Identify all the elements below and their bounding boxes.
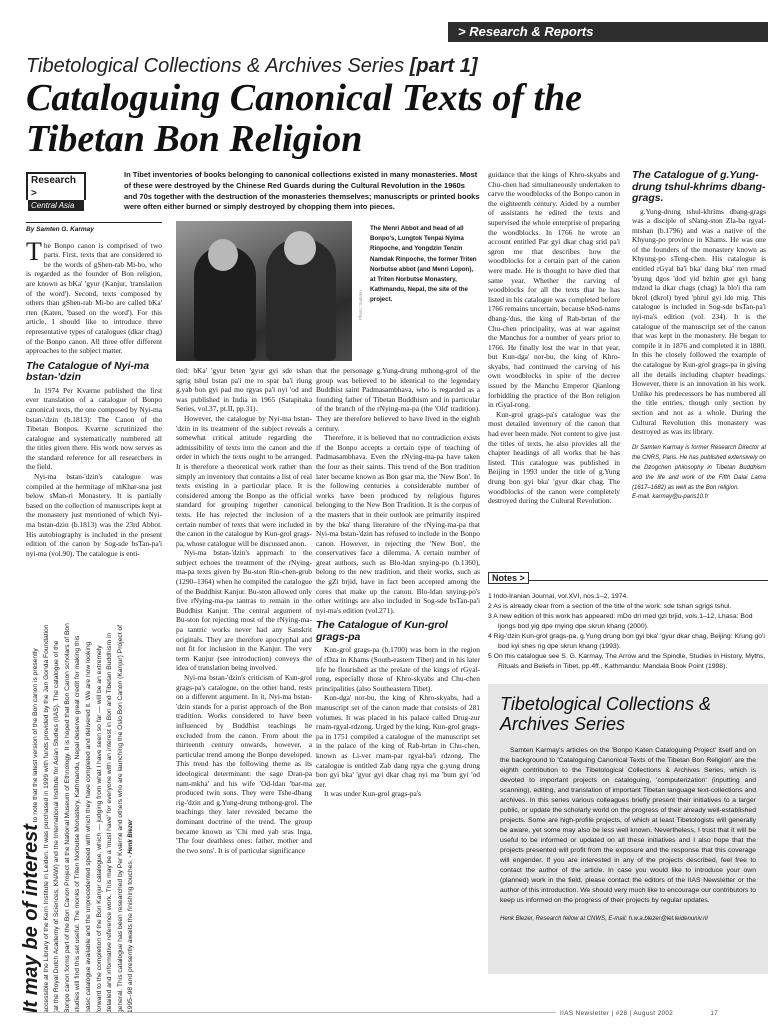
paragraph: Nyi-ma bstan-'dzin's criticism of Kun-grol grags-pa's catalogue, on the other hand, rests on a different argument. In it, Nyi-ma bstan-'dzin stands for a purist approach of the Bon tradition. Works considered to have been influenced by Buddhist teachings he excluded from the canon. From about the thirteenth century onwards, however, a particular trend among the Bonpo developed. This trend has the following theme as its ideological determinant: the sage Dran-pa nam-mkha' and his wife 'Od-ldan 'bar-ma produced twin sons. They were Tshe-dbang rig-'dzin and g.Yung-drung mthong-grol. The teachings they later revealed became the dominant doctrine of the trend. The group became known as 'Chi med yab sras lnga, 'The four deathless ones: father, mother and the two sons'. It is of particular significance — [176, 673, 312, 855]
paragraph: g.Yung-drung tshul-khrims dbang-grags was a disciple of sNang-ston Zla-ba rgyal-mtshan (b.1796) and was a native of the Khyung-po province in Khams. He was one of the founders of the monastery known as Khyung-po sTeng-chen. His catalogue is entitled rGyal ba'i bka' dang bka' rten rmad 'byung dgos 'dod yid bzhin gter gyi bang mdzod la dkar chags (chag) la blo'i tha ram bkrol (dkrol) byed 'phrul gyi lde mig. This catalogue is included in Sog-sde bsTan-pa'i nyi-ma's edition (vol. 234). It is the catalogue of the manuscript set of the canon that was kept in the monastery. He began to compile it in 1876 and completed it in 1880. In this he closely followed the example of the catalogue by Kun-grol grags-pa in giving all the details including chapter headings. However, there is an innovation in his work. Unlike his predecessors he has numbered all the title entries, though only section by section and not as a whole. During the Cultural Revolution this monastery was destroyed as was its library. — [632, 206, 766, 437]
notes-label: Notes > — [488, 572, 529, 584]
photo-figure — [284, 231, 316, 265]
photo-credit: Photo: Samten — [358, 290, 363, 320]
research-badge-bottom: Central Asia — [28, 200, 84, 211]
heading-nyima-catalogue: The Catalogue of Nyi-ma bstan-'dzin — [26, 359, 150, 384]
research-badge — [26, 172, 86, 210]
photo-caption: The Menri Abbot and head of all Bonpo's, Lungtok Tenpai Nyima Rinpoche, and Yongdzin Tenzin Namdak Rinpoche, the former Triten Norbutse abbot (and Menri Lopon), at Triten Norbutse Monastery, Kathmandu, Nepal, the site of the project. — [370, 225, 477, 304]
dropcap: T — [26, 236, 42, 266]
note-item: 5 On this catalogue see S. G. Karmay, The Arrow and the Spindle, Studies in History, Myths, Rituals and Beliefs in Tibet, pp.4ff., Kathmandu: Mandala Book Point (1998). — [488, 653, 766, 670]
note-item: 3 A new edition of this work has appeared: mDo dri med gzi brjid, vols.1–12, Lhasa: Bod ljongs bod yig dpe rnying dpe skrun khang (2000). — [488, 613, 753, 630]
note-item: 4 Rig-'dzin Kun-grol grags-pa, g.Yung drung bon gyi bka' 'gyur dkar chag, Beijing: Krung go'i bod kyi shes rig dpe skrun khang (1993). — [488, 633, 765, 650]
article-title: Cataloguing Canonical Texts of the Tibetan Bon Religion — [26, 77, 583, 160]
paragraph: tled: bKa' 'gyur brten 'gyur gyi sde tshan sgrig tshul bstan pa'i me ro spar ba'i rlung g.yab bon gyi pad mo rgyas pa'i nyi 'od and was published in India in 1965 (Satapitaka Series, vol.37, pt.II, pp.31). — [176, 366, 312, 414]
paragraph: guidance that the kings of Khro-skyabs and Chu-chen had simultaneously undertaken to carve the woodblocks of the Bonpo canon in the eighteenth century. Aided by a number of assistants he edited the texts and supervised the whole enterprise of preparing the woodblocks. In 1766 he wrote an account entitled Par gyi dkar chag srid pa'i sgron me that describes how the woodblocks for a certain part of the canon were made. He is thought to have died that same year. Whether the carving of woodblocks for all the texts that he has listed in his catalogue was completed before 1766 remains uncertain, because bSod-nams dbang-'dus, the king of Rab-brtan of the Chu-chen principality, was at war against the Manchus for a number of years prior to 1766. He finally lost the war in that year, but Kun-dga' nor-bu, the king of Khro-skyabs, had continued the carving of his own woodblocks in spite of the decree issued by the Manchu Emperor Qianlong forbidding the practice of the Bon religion in rGyal-rong. — [488, 170, 620, 410]
byline: By Samten G. Karmay — [26, 222, 162, 235]
series-box-title: Tibetological Collections & Archives Series — [500, 694, 711, 734]
footer-rule — [26, 1012, 556, 1013]
column-3 — [316, 366, 480, 799]
interest-text — [20, 623, 137, 1013]
series-box — [488, 684, 768, 974]
column-2 — [176, 366, 312, 855]
heading-kungrol-catalogue: The Catalogue of Kun-grol grags-pa — [316, 619, 448, 643]
page-number: 17 — [710, 1010, 719, 1017]
author-email[interactable]: E-mail: karmay@u-paris10.fr — [632, 493, 709, 500]
paragraph: However, the catalogue by Nyi-ma bstan-'dzin in its treatment of the subject reveals a somewhat critical attitude regarding the admissibility of texts into the canon and the order in which the texts ought to be arranged. It is therefore a theoretical work rather than simply an inventory that contains a list of real texts existing in a particular place. It is considered among the Bonpo as the official standard for grouping together canonical texts. He has rejected the inclusion of a certain number of texts that were included in the canon in the catalogue by Kun-grol grags-pa, whose catalogue will be discussed anon. — [176, 413, 312, 548]
paragraph: Nyi-ma bstan-'dzin's approach to the subject echoes the treatment of the rNying-ma-pa texts given by Bu-ston Rin-chen-grub (1290–1364) when he compiled the catalogue of the Buddhist Kanjur. Bu-ston allowed only five rNying-ma-pa tantras to remain in the Buddhist Kanjur. The central argument of Bu-ston for rejecting most of the rNying-ma-pa tantric works never had any Sanskrit originals. They are therefore apocryphal and not fit for inclusion in the Kanjur. The very term Kanjur (see introduction) conveys the idea of translation being involved. — [176, 548, 312, 673]
interest-body: to note that the latest version of the Bon canon is presently accessible at the Library of the Kern Institute in Leiden. It was purchased in 1999 with funds provided by the Jan Gonda Foundation (at the Royal Dutch Academy of Sciences, KNAW) and the International Institute for Asian Studies (IIAS). The catalogue of the Bonpo canon forms part of the Bon Canon Project at the National Museum of Ethnology. It is hoped that Bon Canon scholars of Bon studies will find this set useful. The monks of Triten Norbutse Monastery, Kathmandu, Nepal deserve great credit for making this basic catalogue available and the unprecedented speed with which they have completed and delivered it. We are now looking forward to the completion of the Bon Kanjur catalogue, which — judging from what I have seen so far — will be an extremely detailed and informative reference work. This may be a 'must have' for everyone with an interest in Bon and Tibetan Buddhism in general. This catalogue has been researched by Per Kværne and others who are launching the Oslo Bon Canon (Kanjur) Project of 1995–98 and presently awaits the finishing touches. — [32, 623, 135, 1013]
column-4 — [488, 170, 620, 506]
series-box-body: Samten Karmay's articles on the 'Bonpo Katen Cataloguing Project' itself and on the background to 'Cataloguing Canonical Texts of the Tibetan Bon Religion' are the eighth contribution to the Tibetological Collections & Archives Series, which is devoted to important projects on cataloguing, 'computerization' (inputting and scanning), editing, and translation of important Tibetan language text-collections and archives. In this series various colleagues briefly present their initiatives to a larger public, or update the scholarly world on the progress of their already well-established projects. Some are high-profile projects, of which at least Tibetologists will generally be aware, yet some may also be less well known. Nevertheless, I trust that it will be useful to be informed or updated on all these initiatives and I also hope that the projects presented will profit from the exposure and the response that this coverage will engender. If you are interested in any of the projects described, feel free to contact the author of the article. In case you would like to introduce your own (planned) work in the field, please contact the editors of the IIAS Newsletter or the author of this introduction. We should very much like to encourage our contributors to keep us informed on the progress of their projects by regular updates. — [500, 747, 756, 904]
series-box-signature: Henk Blezer, Research fellow at CNWS, E-mail: h.w.a.blezer@let.leidenuniv.nl — [500, 916, 708, 922]
series-name: Tibetological Collections & Archives Series — [26, 55, 405, 77]
note-item: 2 As is already clear from a section of the title of the work: sde tshan sgrigs tshul. — [488, 603, 732, 610]
paragraph: Kun-grol grags-pa's catalogue was the most detailed inventory of the canon that had ever been made. Not content to give just the titles of texts, he also provides all the chapter headings of all works that he has listed. This catalogue was published in Beijing in 1993 under the title of g.Yung drung bon gyi bka' 'gyur dkar chag. The woodblocks of the canon were completely destroyed during the Cultural Revolution. — [488, 409, 620, 506]
note-item: 1 Indo-Iranian Journal, vol.XVI, nos.1–2, 1974. — [488, 593, 629, 600]
paragraph: Therefore, it is believed that no contradiction exists if the Bonpo accepts a certain type of teaching of Padmasambhava. Even the rNying-ma-pa have taken the four as their saints. This trend of the Bon tradition later became known as Bon gsar ma, the 'New Bon'. In the following centuries a considerable number of works have been produced by religious figures belonging to the New Bon Tradition. It is the corpus of the masters that in their outlook are primarily inspired by the bka' thang literature of the rNying-ma-pa that Nyi-ma bstan-'dzin has refused to include in the Bonpo canon. However, in rejecting the 'New Bon', the conservatives face a dilemma. A certain number of great authors, such as Blo-ldan snying-po (b.1360), belong to the new tradition, and their works, such as the gZi brjid, have in fact been accepted among the cores that make up the canon. Blo-ldan snying-po's other writings are also included in Sog-sde bsTan-pa'i nyi-ma's edition (vol.271). — [316, 433, 480, 615]
photo-figure — [208, 239, 238, 271]
series-label — [26, 55, 478, 78]
page-footer — [560, 1010, 718, 1017]
paragraph: Kun-dga' nor-bu, the king of Khro-skyabs, had a manuscript set of the canon made that consists of 281 volumes. It was placed in his palace called Drug-zur rnam-rgyal-rdzong. Urged by the king, Kun-grol grags-pa in 1751 compiled a catalogue of the manuscript set in the palace of the king of Rab-brtan in Chu-chen, known as Li-ver rnam-par rgyal-ba'i rdzong. The catalogue is entitled Zab dang rgya che g.yung drung bon gyi bka' 'gyur gyi dkar chag nyi ma 'bum gyi 'od zer. — [316, 693, 480, 789]
column-5 — [632, 170, 766, 502]
lead-paragraph: In Tibet inventories of books belonging to canonical collections existed in many monasteries. Most of these were destroyed by the Chinese Red Guards during the Cultural Revolution in the 1960s and 70s together with the destruction of the monasteries themselves; manuscripts or printed books were often either burned or simply destroyed by chopping them into pieces. — [124, 170, 480, 212]
notes-list — [488, 592, 766, 672]
interest-rotated — [20, 623, 166, 1013]
paragraph: that the personage g.Yung-drung mthong-grol of the group was believed to be identical to the legendary Buddhist saint Padmasambhava, who is regarded as a founding father of Tibetan Buddhism and in particular of the branch of the rNying-ma-pa (the 'Old' tradition). They are therefore believed to have lived in the eighth century. — [316, 366, 480, 433]
notes-rule — [488, 580, 768, 581]
part-label: [part 1] — [409, 55, 478, 77]
author-bio: Dr Samten Karmay is former Research Director at the CNRS, Paris. He has published extensively on the Dzogchen philosophy in Tibetan Buddhism and the life and work of the Fifth Dalai Lama (1617–1682) as well as the Bon religion. — [632, 444, 766, 491]
footer-issue: IIAS Newsletter | #28 | August 2002 — [560, 1010, 674, 1017]
research-badge-top: Research > — [28, 174, 84, 200]
section-tag: > Research & Reports — [448, 22, 768, 42]
paragraph: In 1974 Per Kværne published the first ever translation of a catalogue of Bonpo canonical texts, the one composed by Nyi-ma bstan-'dzin (b.1813): The Canon of the Tibetan Bonpos. Kværne scrutinized the catalogue and systematically numbered all the titles given there. His work now serves as the standard reference for all researchers in the field. — [26, 385, 162, 472]
interest-heading: It may be of interest — [20, 824, 42, 1013]
interest-signature: - Henk Blezer — [128, 819, 135, 858]
paragraph: Kun-grol grags-pa (b.1700) was born in the region of rDza in Khams (South-eastern Tibet) and in his later life he flourished as the prelate of the kings of rGyal-rong, especially those of Khro-skyabs and Chu-chen principalities (also Southeastern Tibet). — [316, 645, 480, 693]
paragraph: Nyi-ma bstan-'dzin's catalogue was compiled at the hermitage of mKhar-sna just below sMan-ri Monastery. It is partially based on the collection of manuscripts kept at the monastery just mentioned of which Nyi-ma bstan-dzin (b.1813) was the 23rd Abbot. His autobiography is included in the present edition of the canon by Sog-sde bsTan-pa'i nyi-ma (vol.90). The catalogue is enti- — [26, 472, 162, 558]
intro-paragraph: The Bonpo canon is comprised of two parts. First, texts that are considered to be the words of gShen-rab Mi-bo, who is regarded as the founder of Bon religion, are known as bKa' 'gyur (Kanjur, 'translation of the word'). Second, texts composed by others than gShen-rab Mi-bo are called bKa' rten (Katen, 'based on the word'). For this article, I should like to introduce three representative types of catalogues (dkar chag) of the Bonpo canon. All three offer different approaches to the subject matter. — [26, 236, 162, 356]
heading-yungdrung-catalogue: The Catalogue of g.Yung-drung tshul-khrims dbang-grags. — [632, 169, 766, 204]
photo-abbots — [176, 221, 352, 361]
column-1 — [26, 222, 162, 558]
interest-sidebar — [20, 623, 166, 1013]
paragraph: It was under Kun-grol grags-pa's — [324, 789, 421, 799]
